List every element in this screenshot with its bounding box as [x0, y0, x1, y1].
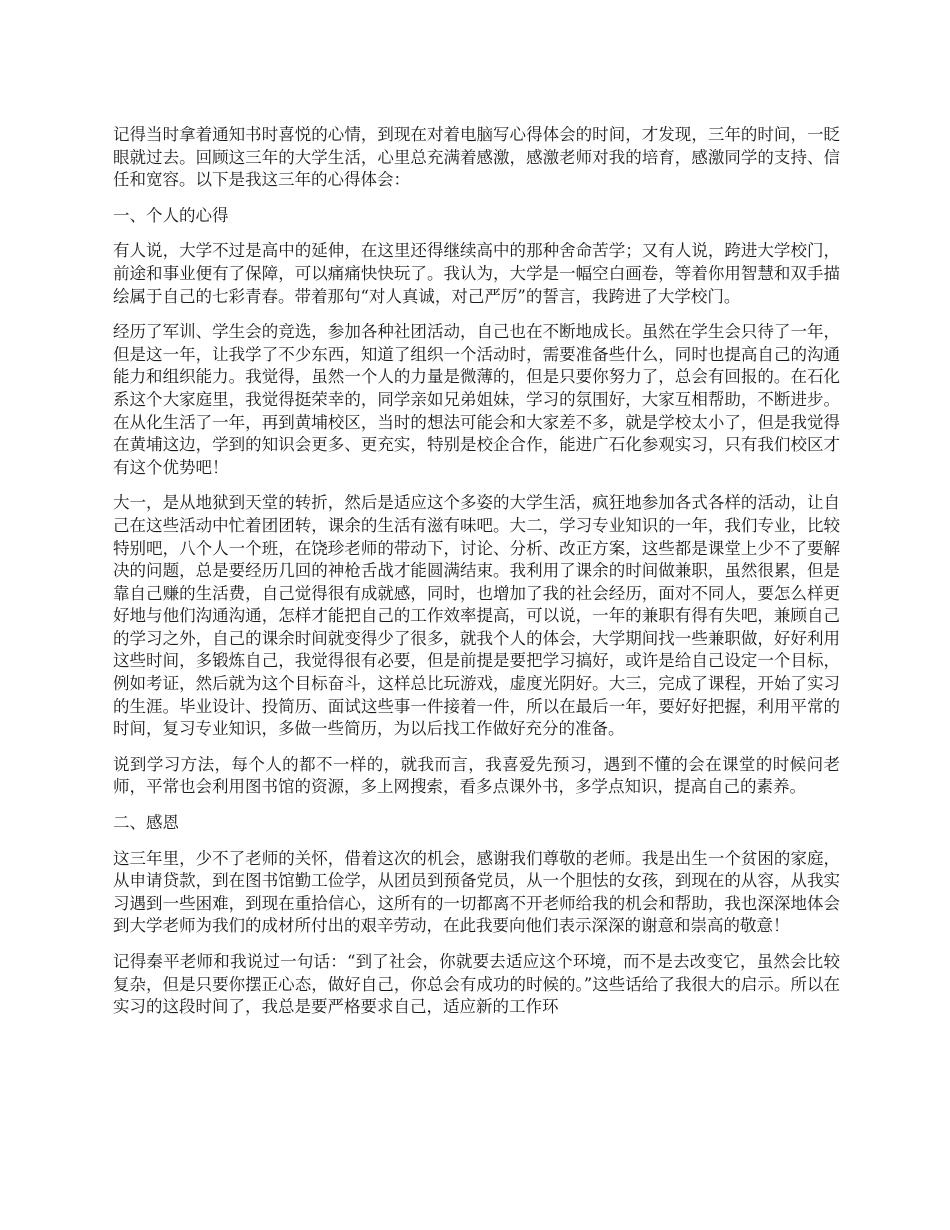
intro-paragraph: 记得当时拿着通知书时喜悦的心情，到现在对着电脑写心得体会的时间，才发现，三年的时间，一眨眼就过去。回顾这三年的大学生活，心里总充满着感激，感激老师对我的培育，感激同学的支持、信任和宽容。以下是我这三年的心得体会：: [113, 125, 840, 190]
paragraph-teacher-quote: 记得秦平老师和我说过一句话：“到了社会，你就要去适应这个环境，而不是去改变它，虽然会比较复杂，但是只要你摆正心态，做好自己，你总会有成功的时候的。”这些话给了我很大的启示。所以在实习的这段时间了，我总是要严格要求自己，适应新的工作环: [113, 952, 840, 1017]
paragraph-three-years: 大一，是从地狱到天堂的转折，然后是适应这个多姿的大学生活，疯狂地参加各式各样的活动，让自己在这些活动中忙着团团转，课余的生活有滋有味吧。大二，学习专业知识的一年，我们专业，比较特别吧，八个人一个班，在饶珍老师的带动下，讨论、分析、改正方案，这些都是课堂上少不了要解决的问题，总是要经历几回的神枪舌战才能圆满结束。我利用了课余的时间做兼职，虽然很累，但是靠自己赚的生活费，自己觉得很有成就感，同时，也增加了我的社会经历，面对不同人，要怎么样更好地与他们沟通沟通，怎样才能把自己的工作效率提高，可以说，一年的兼职有得有失吧，兼顾自己的学习之外，自己的课余时间就变得少了很多，就我个人的体会，大学期间找一些兼职做，好好利用这些时间，多锻炼自己，我觉得很有必要，但是前提是要把学习搞好，或许是给自己设定一个目标，例如考证，然后就为这个目标奋斗，这样总比玩游戏，虚度光阴好。大三，完成了课程，开始了实习的生涯。毕业设计、投简历、面试这些事一件接着一件，所以在最后一年，要好好把握，利用平常的时间，复习专业知识，多做一些简历，为以后找工作做好充分的准备。: [113, 493, 840, 739]
paragraph-university-view: 有人说，大学不过是高中的延伸，在这里还得继续高中的那种舍命苦学；又有人说，跨进大学校门，前途和事业便有了保障，可以痛痛快快玩了。我认为，大学是一幅空白画卷，等着你用智慧和双手描绘属于自己的七彩青春。带着那句“对人真诚，对己严厉”的誓言，我跨进了大学校门。: [113, 241, 840, 306]
paragraph-study-method: 说到学习方法，每个人的都不一样的，就我而言，我喜爱先预习，遇到不懂的会在课堂的时候问老师，平常也会利用图书馆的资源，多上网搜索，看多点课外书，多学点知识，提高自己的素养。: [113, 754, 840, 797]
section-heading-personal: 一、个人的心得: [113, 205, 229, 225]
paragraph-student-union: 经历了军训、学生会的竞选，参加各种社团活动，自己也在不断地成长。虽然在学生会只待了一年，但是这一年，让我学了不少东西，知道了组织一个活动时，需要准备些什么，同时也提高自己的沟通能力和组织能力。我觉得，虽然一个人的力量是微薄的，但是只要你努力了，总会有回报的。在石化系这个大家庭里，我觉得挺荣幸的，同学亲如兄弟姐妹，学习的氛围好，大家互相帮助，不断进步。在从化生活了一年，再到黄埔校区，当时的想法可能会和大家差不多，就是学校太小了，但是我觉得在黄埔这边，学到的知识会更多、更充实，特别是校企合作，能进广石化参观实习，只有我们校区才有这个优势吧！: [113, 322, 840, 477]
document-body: [113, 124, 840, 1032]
paragraph-thanks-teachers: 这三年里，少不了老师的关怀，借着这次的机会，感谢我们尊敬的老师。我是出生一个贫困的家庭，从申请贷款，到在图书馆勤工俭学，从团员到预备党员，从一个胆怯的女孩，到现在的从容，从我实习遇到一些困难，到现在重拾信心，这所有的一切都离不开老师给我的机会和帮助，我也深深地体会到大学老师为我们的成材所付出的艰辛劳动，在此我要向他们表示深深的谢意和崇高的敬意！: [113, 848, 840, 936]
section-heading-gratitude: 二、感恩: [113, 813, 179, 833]
